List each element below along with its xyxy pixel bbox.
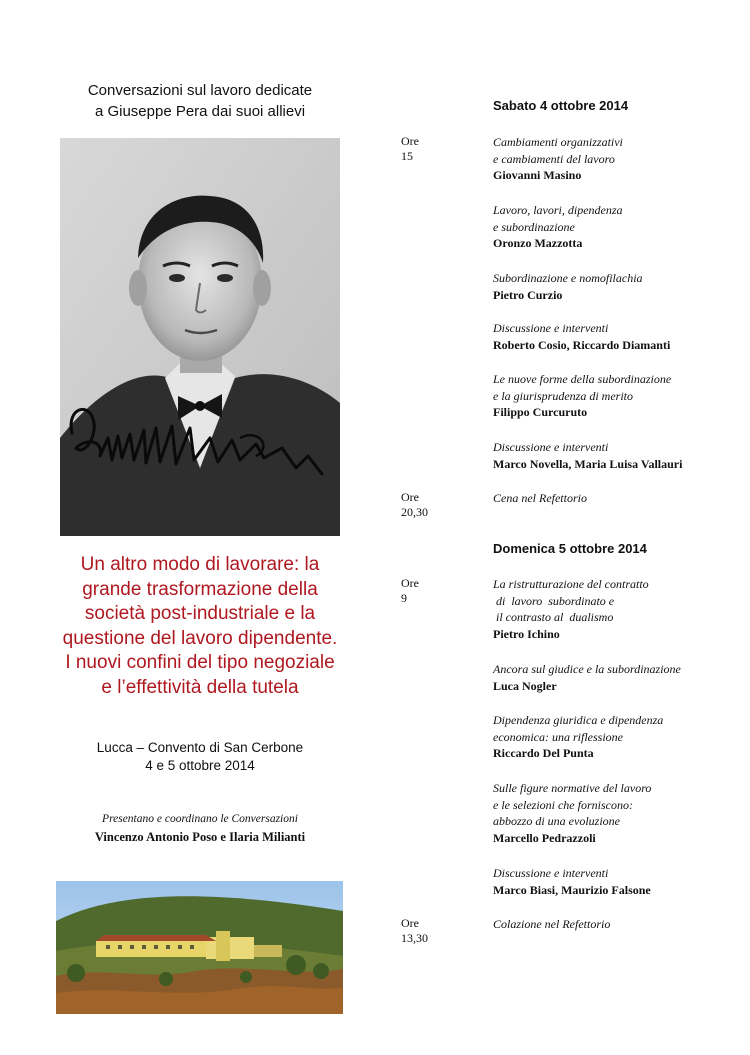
- item-time: Ore 9: [401, 576, 419, 605]
- item-topic: [493, 202, 743, 252]
- item-time: Ore 20,30: [401, 490, 428, 519]
- item-topic: [493, 439, 743, 472]
- topic-line: Colazione nel Refettorio: [493, 917, 611, 931]
- item-speakers: Giovanni Masino: [493, 168, 582, 183]
- presenters-names: Vincenzo Antonio Poso e Ilaria Milianti: [94, 830, 306, 844]
- series-intro: [60, 80, 340, 122]
- topic-line: Sulle figure normative del lavoro: [493, 781, 652, 795]
- item-time: Ore 15: [401, 134, 419, 163]
- topic-line: Lavoro, lavori, dipendenza: [493, 203, 623, 217]
- venue-dates: 4 e 5 ottobre 2014: [145, 758, 255, 773]
- topic-line: di lavoro subordinato e: [493, 593, 615, 608]
- portrait-photo: [60, 138, 340, 536]
- item-topic: [493, 270, 743, 303]
- title-line: società post-industriale e la: [84, 603, 316, 625]
- title-line: Un altro modo di lavorare: la: [80, 554, 320, 575]
- item-speakers: Pietro Ichino: [493, 626, 560, 641]
- intro-line-2: a Giuseppe Pera dai suoi allievi: [94, 103, 306, 120]
- topic-line: il contrasto al dualismo: [493, 610, 614, 625]
- topic-line: Subordinazione e nomofilachia: [493, 271, 643, 285]
- item-speakers: Pietro Curzio: [493, 287, 563, 302]
- title-line: I nuovi confini del tipo negoziale: [65, 652, 335, 674]
- item-speakers: Riccardo Del Punta: [493, 746, 594, 761]
- item-topic: [493, 865, 743, 898]
- title-line: e l’effettività della tutela: [101, 676, 299, 698]
- venue-info: [60, 739, 340, 775]
- topic-line: e cambiamenti del lavoro: [493, 151, 615, 166]
- item-topic: [493, 371, 743, 421]
- topic-line: economica: una riflessione: [493, 729, 623, 744]
- item-topic: [493, 576, 743, 642]
- item-speakers: Oronzo Mazzotta: [493, 236, 583, 251]
- topic-line: Discussione e interventi: [493, 440, 609, 454]
- venue-place: Lucca – Convento di San Cerbone: [96, 740, 304, 755]
- topic-line: e la giurisprudenza di merito: [493, 388, 633, 403]
- item-topic: [493, 661, 743, 694]
- topic-line: Le nuove forme della subordinazione: [493, 372, 672, 386]
- conference-title: [40, 553, 360, 701]
- topic-line: Cambiamenti organizzativi: [493, 135, 623, 149]
- topic-line: Cena nel Refettorio: [493, 491, 587, 505]
- item-time: Ore 13,30: [401, 916, 428, 945]
- item-speakers: Filippo Curcuruto: [493, 405, 588, 420]
- item-topic: [493, 320, 743, 353]
- title-line: questione del lavoro dipendente.: [62, 627, 338, 649]
- title-line: grande trasformazione della: [82, 578, 318, 600]
- topic-line: Dipendenza giuridica e dipendenza: [493, 713, 664, 727]
- item-topic: [493, 780, 743, 846]
- topic-line: e subordinazione: [493, 219, 575, 234]
- intro-line-1: Conversazioni sul lavoro dedicate: [87, 82, 313, 99]
- saturday-heading: Sabato 4 ottobre 2014: [493, 98, 629, 113]
- sunday-heading: Domenica 5 ottobre 2014: [493, 541, 647, 556]
- topic-line: La ristrutturazione del contratto: [493, 577, 649, 591]
- item-speakers: Roberto Cosio, Riccardo Diamanti: [493, 337, 671, 352]
- item-speakers: Luca Nogler: [493, 678, 557, 693]
- item-topic: [493, 712, 743, 762]
- item-topic: [493, 916, 743, 933]
- item-speakers: Marco Biasi, Maurizio Falsone: [493, 882, 651, 897]
- topic-line: abbozzo di una evoluzione: [493, 814, 620, 829]
- item-topic: [493, 490, 743, 507]
- topic-line: Discussione e interventi: [493, 866, 609, 880]
- convent-landscape-photo: [56, 881, 343, 1014]
- topic-line: e le selezioni che forniscono:: [493, 797, 633, 812]
- item-speakers: Marco Novella, Maria Luisa Vallauri: [493, 456, 683, 471]
- topic-line: Ancora sul giudice e la subordinazione: [493, 662, 681, 676]
- topic-line: Discussione e interventi: [493, 321, 609, 335]
- item-topic: [493, 134, 743, 184]
- presenters-label: Presentano e coordinano le Conversazioni: [102, 813, 298, 825]
- item-speakers: Marcello Pedrazzoli: [493, 830, 596, 845]
